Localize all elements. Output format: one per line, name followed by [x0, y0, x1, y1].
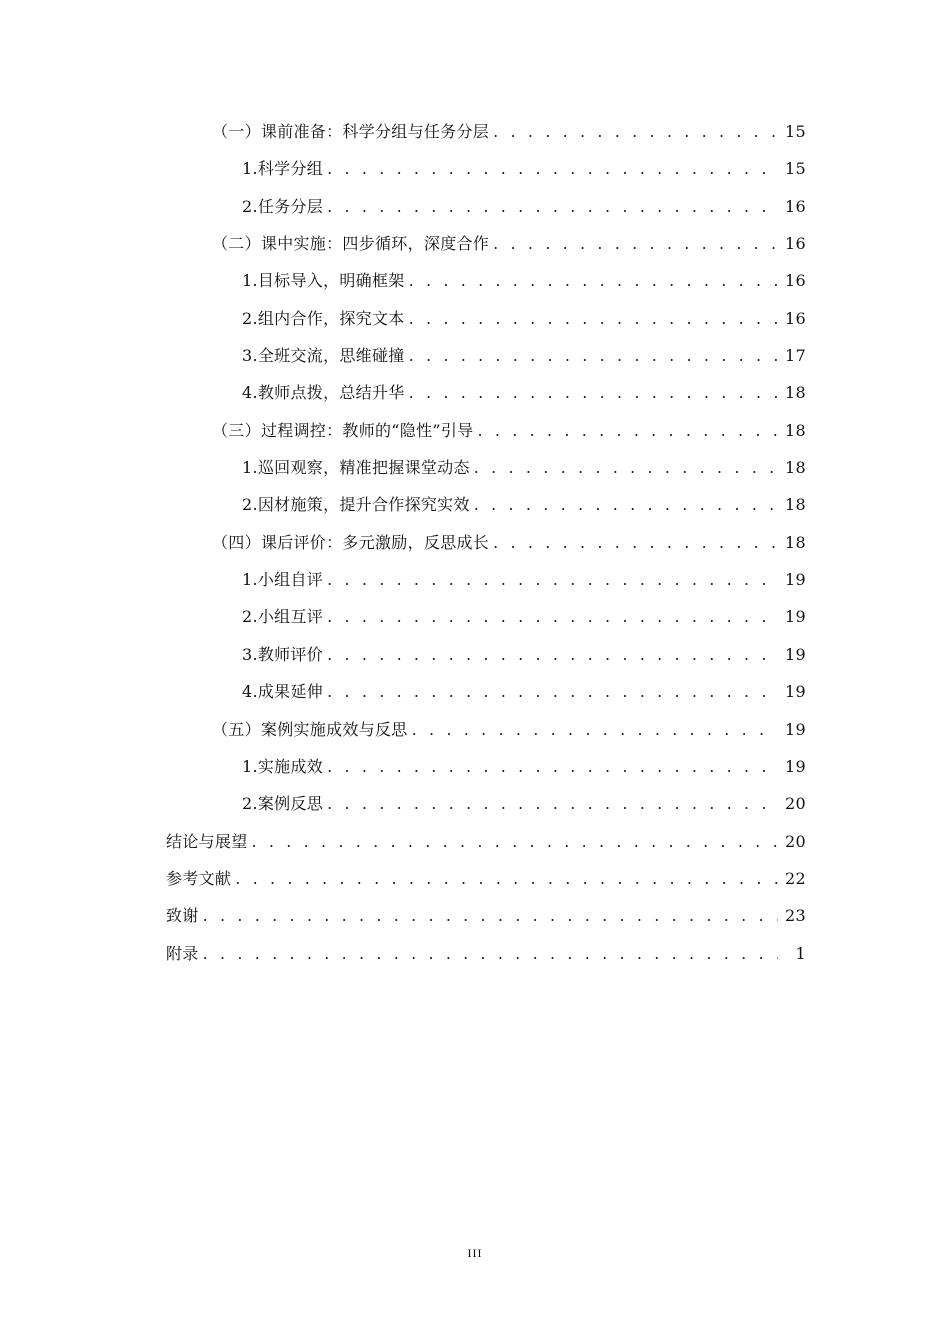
toc-dot-leader: [409, 262, 778, 299]
toc-entry-title: 2.小组互评: [242, 607, 324, 627]
toc-entry[interactable]: [0, 374, 950, 411]
toc-dot-leader: [327, 188, 778, 225]
toc-entry[interactable]: [0, 711, 950, 748]
toc-entry[interactable]: [0, 225, 950, 262]
toc-entry[interactable]: [0, 935, 950, 972]
toc-dot-leader: [327, 748, 778, 785]
toc-dot-leader: [327, 561, 778, 598]
toc-entry-page-number: 15: [785, 159, 806, 179]
toc-dot-leader: [235, 860, 778, 897]
toc-entry[interactable]: [0, 598, 950, 635]
toc-entry-page-number: 18: [785, 532, 806, 552]
toc-entry-title: 参考文献: [166, 868, 232, 888]
toc-entry[interactable]: [0, 823, 950, 860]
toc-entry-title: 结论与展望: [166, 831, 248, 851]
toc-entry[interactable]: [0, 188, 950, 225]
toc-entry-page-number: 18: [785, 383, 806, 403]
toc-entry-title: 1.巡回观察，精准把握课堂动态: [242, 458, 470, 478]
toc-dot-leader: [477, 412, 778, 449]
toc-entry-page-number: 16: [785, 234, 806, 254]
toc-dot-leader: [493, 113, 778, 150]
toc-dot-leader: [493, 524, 778, 561]
toc-entry-page-number: 20: [785, 831, 806, 851]
toc-dot-leader: [474, 449, 778, 486]
toc-dot-leader: [203, 935, 778, 972]
toc-entry-title: 1.小组自评: [242, 570, 324, 590]
toc-dot-leader: [327, 150, 778, 187]
toc-entry-title: 2.案例反思: [242, 794, 324, 814]
toc-entry-page-number: 19: [785, 719, 806, 739]
toc-entry-page-number: 20: [785, 794, 806, 814]
toc-entry-page-number: 19: [785, 756, 806, 776]
toc-entry-title: （三）过程调控：教师的“隐性”引导: [212, 420, 474, 440]
toc-entry-page-number: 23: [785, 906, 806, 926]
toc-entry-page-number: 18: [785, 420, 806, 440]
toc-entry[interactable]: [0, 748, 950, 785]
toc-entry-page-number: 15: [785, 122, 806, 141]
toc-dot-leader: [474, 486, 778, 523]
toc-entry[interactable]: [0, 449, 950, 486]
toc-entry-page-number: 17: [785, 346, 806, 366]
toc-dot-leader: [409, 337, 778, 374]
toc-dot-leader: [409, 300, 778, 337]
toc-entry-title: 4.教师点拨，总结升华: [242, 383, 405, 403]
toc-entry[interactable]: [0, 897, 950, 934]
toc-entry[interactable]: [0, 673, 950, 710]
toc-entry[interactable]: [0, 486, 950, 523]
toc-entry[interactable]: [0, 860, 950, 897]
toc-entry-title: 1.科学分组: [242, 159, 324, 179]
toc-entry[interactable]: [0, 412, 950, 449]
toc-dot-leader: [412, 711, 778, 748]
toc-entry[interactable]: [0, 262, 950, 299]
toc-entry-title: （二）课中实施：四步循环，深度合作: [212, 234, 490, 254]
toc-dot-leader: [327, 598, 778, 635]
toc-entry[interactable]: [0, 524, 950, 561]
toc-dot-leader: [203, 897, 778, 934]
toc-entry-title: （五）案例实施成效与反思: [212, 719, 408, 739]
toc-entry[interactable]: [0, 150, 950, 187]
toc-entry-page-number: 16: [785, 308, 806, 328]
toc-entry-page-number: 19: [785, 607, 806, 627]
toc-dot-leader: [327, 673, 778, 710]
toc-entry-page-number: 22: [785, 868, 806, 888]
toc-entry[interactable]: [0, 636, 950, 673]
toc-entry-page-number: 18: [785, 495, 806, 515]
toc-entry-title: 4.成果延伸: [242, 682, 324, 702]
toc-entry-title: 附录: [166, 943, 199, 963]
toc-entry-title: 1.实施成效: [242, 756, 324, 776]
toc-dot-leader: [327, 636, 778, 673]
toc-entry-page-number: 19: [785, 570, 806, 590]
toc-entry-page-number: 1: [795, 943, 806, 963]
toc-dot-leader: [327, 785, 778, 822]
toc-entry-title: 2.因材施策，提升合作探究实效: [242, 495, 470, 515]
toc-entry[interactable]: [0, 113, 950, 150]
page-number-footer: III: [467, 1246, 483, 1260]
toc-entry-title: （四）课后评价：多元激励，反思成长: [212, 532, 490, 552]
toc-dot-leader: [409, 374, 778, 411]
toc-entry-title: 致谢: [166, 906, 199, 926]
toc-entry-page-number: 19: [785, 682, 806, 702]
toc-entry-page-number: 16: [785, 271, 806, 291]
toc-entry-title: 3.全班交流，思维碰撞: [242, 346, 405, 366]
toc-entry[interactable]: [0, 561, 950, 598]
toc-entry[interactable]: [0, 337, 950, 374]
toc-entry-page-number: 16: [785, 196, 806, 216]
toc-entry[interactable]: [0, 300, 950, 337]
toc-entry-title: （一）课前准备：科学分组与任务分层: [212, 122, 490, 141]
toc-entry-title: 1.目标导入，明确框架: [242, 271, 405, 291]
toc-entry-page-number: 19: [785, 644, 806, 664]
toc-entry-page-number: 18: [785, 458, 806, 478]
toc-entry-title: 2.任务分层: [242, 196, 324, 216]
table-of-contents: [0, 113, 950, 972]
toc-entry[interactable]: [0, 785, 950, 822]
toc-entry-title: 3.教师评价: [242, 644, 324, 664]
toc-dot-leader: [252, 823, 778, 860]
toc-dot-leader: [493, 225, 778, 262]
toc-entry-title: 2.组内合作，探究文本: [242, 308, 405, 328]
